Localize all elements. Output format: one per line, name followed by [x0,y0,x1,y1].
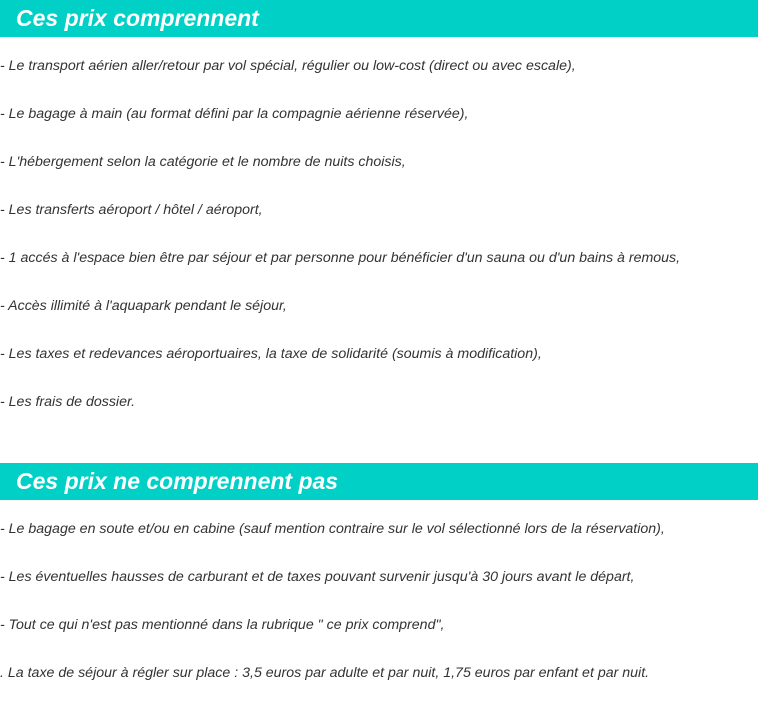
included-item-wellness: - 1 accés à l'espace bien être par séjour et par personne pour bénéficier d'un sauna ou d'un bains à remous, [0,250,681,266]
excluded-item-not-mentioned: - Tout ce qui n'est pas mentionné dans la rubrique " ce prix comprend", [0,617,445,633]
excluded-list [0,519,665,711]
included-item-booking-fees: - Les frais de dossier. [0,394,136,410]
included-item-transport: - Le transport aérien aller/retour par vol spécial, régulier ou low-cost (direct ou avec escale), [0,58,576,74]
included-item-transfers: - Les transferts aéroport / hôtel / aéroport, [0,202,263,218]
excluded-item-checked-luggage: - Le bagage en soute et/ou en cabine (sauf mention contraire sur le vol sélectionné lors de la réservation), [0,521,665,537]
excluded-item-tourist-tax: . La taxe de séjour à régler sur place : 3,5 euros par adulte et par nuit, 1,75 euros par enfant et par nuit. [0,665,650,681]
included-item-accommodation: - L'hébergement selon la catégorie et le nombre de nuits choisis, [0,154,406,170]
included-section-title: Ces prix comprennent [0,0,758,37]
included-item-aquapark: - Accès illimité à l'aquapark pendant le séjour, [0,298,287,314]
included-item-hand-luggage: - Le bagage à main (au format défini par la compagnie aérienne réservée), [0,106,469,122]
included-list [0,56,680,440]
included-item-airport-taxes: - Les taxes et redevances aéroportuaires, la taxe de solidarité (soumis à modification), [0,346,542,362]
excluded-item-fuel-surcharge: - Les éventuelles hausses de carburant et de taxes pouvant survenir jusqu'à 30 jours avant le départ, [0,569,635,585]
excluded-section-title: Ces prix ne comprennent pas [0,463,758,500]
